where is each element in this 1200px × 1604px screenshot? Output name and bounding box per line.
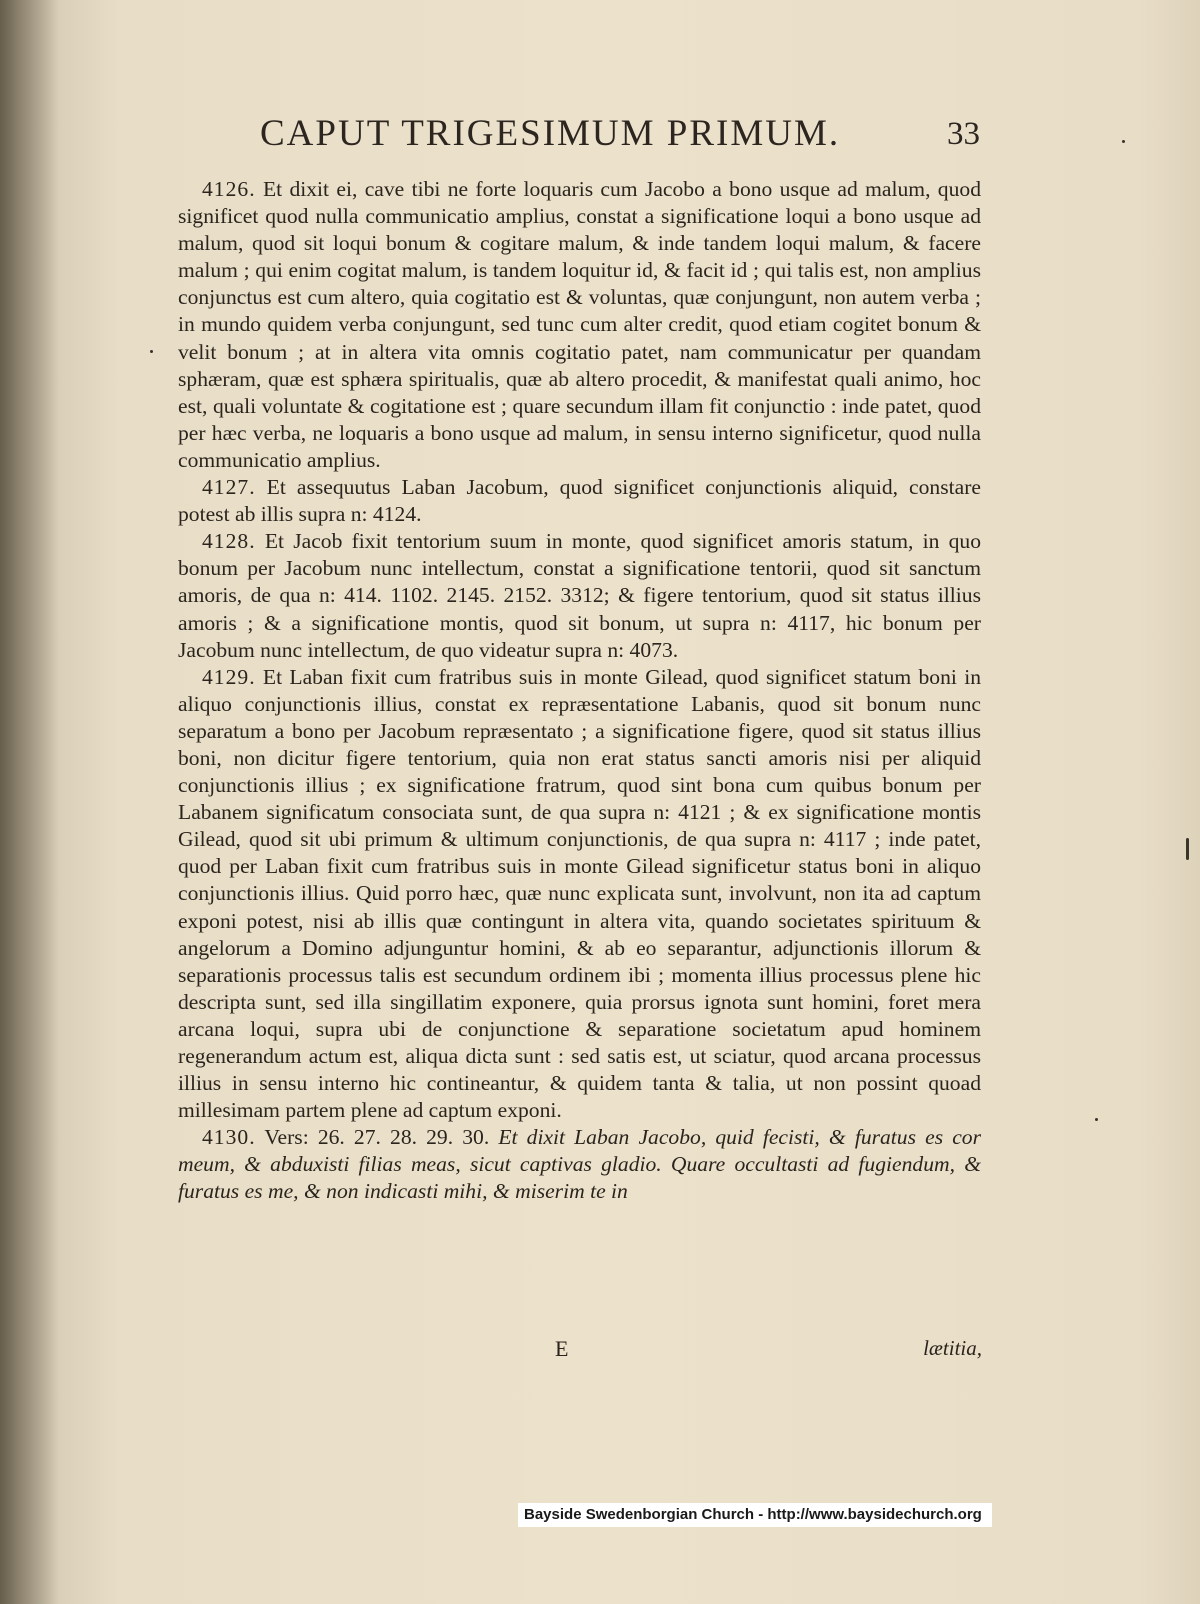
- paragraph-number: 4126.: [202, 177, 256, 201]
- paragraph-4127: [178, 474, 981, 528]
- paragraph-4128: [178, 528, 981, 663]
- catchword: lætitia,: [923, 1336, 982, 1360]
- page-number: 33: [947, 116, 980, 152]
- footer-credit-link[interactable]: Bayside Swedenborgian Church - http://www.baysidechurch.org: [518, 1503, 992, 1527]
- verse-text: Et dixit Laban Jacobo, quid fecisti, & furatus es cor meum, & abduxisti filias meas, sicut captivas gladio. Quare occultasti ad fugiendum, & furatus es me, & non indicasti mihi, & miserim te in: [178, 1125, 982, 1204]
- paragraph-number: 4128.: [202, 529, 256, 554]
- paragraph-4129: [178, 664, 981, 1125]
- chapter-title: CAPUT TRIGESIMUM PRIMUM.: [260, 113, 841, 154]
- ink-speck: [1186, 838, 1189, 860]
- signature-mark: E: [555, 1336, 569, 1361]
- paragraph-text: Et assequutus Laban Jacobum, quod significet conjunctionis aliquid, constare potest ab illis supra n: 4124.: [178, 475, 981, 527]
- paragraph-4126: [178, 176, 981, 474]
- paragraph-4130: [178, 1124, 981, 1205]
- paragraph-text: Et dixit ei, cave tibi ne forte loquaris cum Jacobo a bono usque ad malum, quod significet quod nulla communicatio amplius, constat a significatione loqui a bono usque ad malum, quod sit loqui bonum & cogitare malum, & inde tandem loqui malum, & facere malum ; qui enim cogitat malum, is tandem loquitur id, & facit id ; qui talis est, non amplius conjunctus est cum altero, quia cogitatio est & voluntas, quæ conjungunt, non autem verba ; in mundo quidem verba conjungunt, sed tunc cum alter credit, quod etiam cogitet bonum & velit bonum ; at in altera vita omnis cogitatio patet, nam communicatur per quandam sphæram, quæ est sphæra spiritualis, quæ ab altero procedit, & manifestat quali animo, hoc est, quali voluntate & cogitatione est ; quare secundum illam fit conjunctio : inde patet, quod per hæc verba, ne loquaris a bono usque ad malum, in sensu interno significetur, quod nulla communicatio amplius.: [178, 177, 981, 472]
- ink-speck: [1122, 140, 1125, 143]
- paragraph-number: 4127.: [202, 475, 256, 500]
- paragraph-number: 4129.: [202, 664, 256, 689]
- paragraph-text: Et Jacob fixit tentorium suum in monte, quod significet amoris statum, in quo bonum per Jacobum nunc intellectum, constat a significatione tentorii, quod sit sanctum amoris, de qua n: 414. 1102. 2145. 2152. 3312; & figere tentorium, quod sit status illius amoris ; & a significatione montis, quod sit bonum, ut supra n: 4117, hic bonum per Jacobum nunc intellectum, de quo videatur supra n: 4073.: [178, 529, 981, 662]
- ink-speck: [1095, 1118, 1098, 1121]
- verse-reference: Vers: 26. 27. 28. 29. 30.: [264, 1125, 490, 1150]
- paragraph-text: Et Laban fixit cum fratribus suis in monte Gilead, quod significet statum boni in aliquo conjunctionis illius, constat ex repræsentatione Labanis, quod sit bonum nunc separatum a bono per Jacobum repræsentato ; a significatione figere, quod sit status illius boni, non dicitur figere tentorium, quia non erat status sancti amoris nisi per aliquid conjunctionis illius ; ex significatione fratrum, quod sint bona cum quibus bonum per Labanem significatum consociata sunt, de qua supra n: 4121 ; & ex significatione montis Gilead, quod sit ubi primum & ultimum conjunctionis, de qua supra n: 4117 ; inde patet, quod per Laban fixit cum fratribus suis in monte Gilead significetur status boni in aliquo conjunctionis illius. Quid porro hæc, quæ nunc explicata sunt, involvunt, non ita ad captum exponi potest, nisi ab illis quæ contingunt in altera vita, quando societates spirituum & angelorum a Domino adjunguntur homini, & ab eo separantur, adjunctionis illorum & separationis processus talis est secundum ordinem ibi ; momenta illius processus plene hic descripta sunt, sed illa singillatim exponere, quia prorsus ignota sunt homini, foret mera arcana loqui, supra ubi de conjunctione & separatione societatum apud hominem regenerandum actum est, aliqua dicta sunt : sed satis est, ut sciatur, quod arcana processus illius in sensu interno hic contineantur, & quidem tanta & talia, ut non possint quoad millesimam partem plene ad captum exponi.: [178, 664, 981, 1123]
- running-header: [260, 112, 980, 162]
- paragraph-number: 4130.: [202, 1125, 256, 1150]
- ink-speck: [150, 350, 153, 353]
- text-body: [178, 176, 981, 1206]
